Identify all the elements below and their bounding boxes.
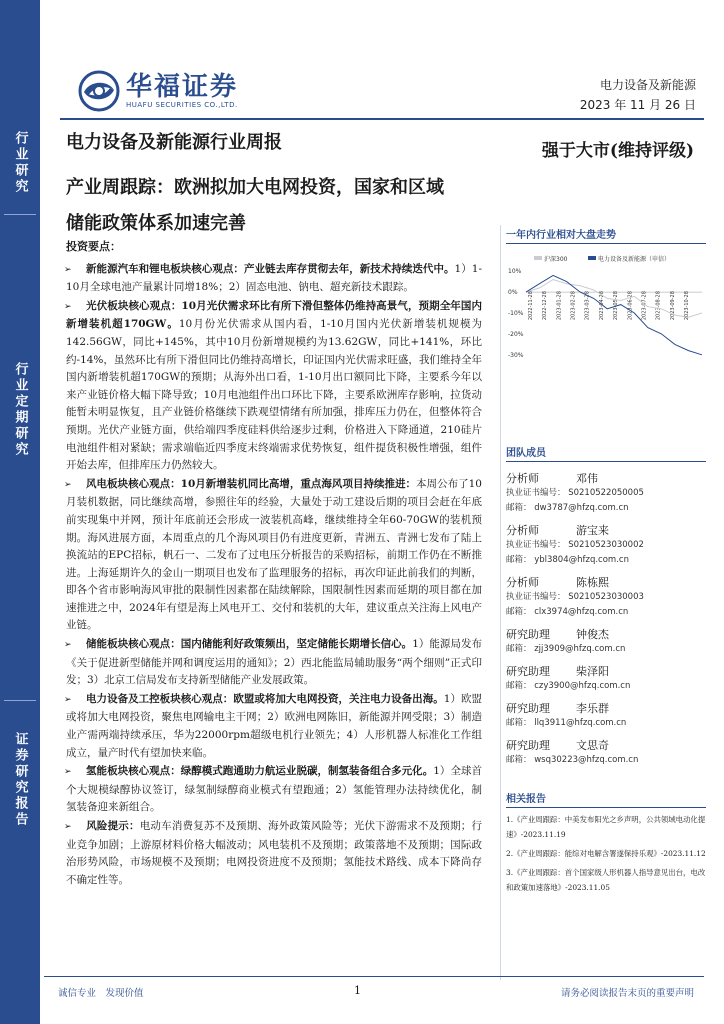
footer-slogan: 诚信专业 发现价值 <box>58 988 144 999</box>
member-role-line <box>506 737 706 753</box>
x-tick-label: 2022-12-28 <box>542 291 549 321</box>
report-title: 电力设备及新能源行业周报 <box>66 132 282 153</box>
chart-section-title: 一年内行业相对大盘走势 <box>506 226 706 244</box>
x-tick-label: 2022-11-28 <box>528 291 534 321</box>
member-name: 邓伟 <box>576 472 598 485</box>
x-tick-label: 2023-10-28 <box>684 291 690 321</box>
bullet-item <box>66 763 482 817</box>
bullet-body: 1）能源局发布《关于促进新型储能并网和调度运用的通知》；2）西北能监局辅助服务“两个细则”正式印发；3）北京工信局发布支持新型储能产业发展政策。 <box>66 638 482 687</box>
footer-divider <box>44 976 704 977</box>
arrow-icon: ➢ <box>64 264 72 275</box>
member-role-line <box>506 663 706 679</box>
bullet-head: 光伏板块核心观点：10月光伏需求环比有所下滑但整体仍维持高景气，预期全年国内新增装机超170GW。 <box>66 299 482 331</box>
bullet-head: 氢能板块核心观点：绿醇模式跑通助力航运业脱碳，制氢装备组合多元化。 <box>86 765 434 778</box>
team-section-title: 团队成员 <box>506 444 706 462</box>
y-tick-label: -20% <box>508 330 524 338</box>
sidebar-label-industry-research: 行业研究 <box>12 131 28 195</box>
sidebar-label-periodic-research: 行业定期研究 <box>12 362 28 458</box>
legend-swatch-industry <box>588 256 596 260</box>
member-role: 研究助理 <box>506 665 550 678</box>
bullet-item <box>66 818 482 889</box>
sidebar-separator <box>4 214 36 215</box>
arrow-icon: ➢ <box>64 694 72 705</box>
member-role: 研究助理 <box>506 628 550 641</box>
bullet-head: 储能板块核心观点：国内储能利好政策频出，坚定储能长期增长信心。 <box>86 638 413 651</box>
arrow-icon: ➢ <box>64 479 72 490</box>
member-cert: 执业证书编号： S0210523030002 <box>506 540 644 550</box>
subtitle-line: 储能政策体系加速完善 <box>66 213 246 234</box>
header-divider <box>60 118 704 120</box>
bullet-body: 10月份光伏需求从国内看，1-10月国内光伏新增装机规模为142.56GW，同比+145%，其中10月份新增规模约为13.62GW，同比+141%，环比约-14%，虽然环比有所下滑但同比仍维持高增长，印证国内光伏需求旺盛，我们维持全年国内新增装机超170GW的预期；从海外出口看，1-10月出口额同比下降，主要系今年以来产业链价格大幅下降导致；10月电池组件出口环比下降，主要系欧洲库存影响，拉货动能暂未明显恢复，且产业链价格继续下跌观望情绪有所加强，排库压力仍在，但整体符合预期。光伏产业链方面，供给端四季度硅料供给逐步过剩，价格进入下降通道，210硅片电池组件相对紧缺；需求端临近四季度末终端需求优势恢复，组件提货积极性增强，组件开始去库，但排库压力仍然较大。 <box>66 318 482 472</box>
bullet-body: 1）欧盟或将加大电网投资，聚焦电网输电主干网；2）欧洲电网陈旧，新能源并网受限；3）制造业产需两端持续承压，华为22000rpm超级电机行业领先；4）人形机器人标准化工作组成立，量产时代有望加快来临。 <box>66 692 482 759</box>
team-member <box>506 522 706 568</box>
x-tick-label: 2023-09-28 <box>669 291 676 321</box>
x-tick-label: 2023-08-28 <box>655 291 662 321</box>
header-industry: 电力设备及新能源 <box>599 78 696 92</box>
logo-swirl-icon <box>78 70 120 112</box>
arrow-icon: ➢ <box>64 767 72 778</box>
company-logo <box>78 70 238 112</box>
page-number: 1 <box>354 984 361 997</box>
team-member <box>506 574 706 620</box>
member-role-line <box>506 626 706 642</box>
bullet-item <box>66 636 482 690</box>
team-member <box>506 700 706 731</box>
member-email[interactable]: 邮箱： ybl3804@hfzq.com.cn <box>506 555 629 565</box>
member-email[interactable]: 邮箱： zjj3909@hfzq.com.cn <box>506 644 626 654</box>
member-name: 柴泽阳 <box>576 665 609 678</box>
member-name: 游宝来 <box>576 524 609 537</box>
member-role-line <box>506 522 706 538</box>
legend-label-industry: 电力设备及新能源（申信） <box>598 256 671 263</box>
y-tick-label: 10% <box>508 268 522 276</box>
member-name: 文思奇 <box>576 739 609 752</box>
header-date: 2023 年 11 月 26 日 <box>579 98 696 112</box>
member-cert: 执业证书编号： S0210523030003 <box>506 592 644 602</box>
bullet-body: 1）全球首个大规模绿醇协议签订，绿氢制绿醇商业模式有望跑通；2）氢能管理办法持续优化，制氢装备迎来新组合。 <box>66 765 483 814</box>
bullet-head: 风电板块核心观点：10月新增装机同比高增，重点海风项目持续推进： <box>86 477 417 490</box>
member-role-line <box>506 470 706 486</box>
legend-swatch-hs300 <box>534 256 542 260</box>
member-role-line <box>506 700 706 716</box>
x-tick-label: 2023-02-28 <box>570 291 577 321</box>
team-member <box>506 470 706 516</box>
member-role: 研究助理 <box>506 739 550 752</box>
investment-highlights <box>66 238 482 890</box>
bullet-body: 电动车消费复苏不及预期、海外政策风险等；光伏下游需求不及预期；行业竞争加剧；上游原材料价格大幅波动；风电装机不及预期；政策落地不及预期；国际政治形势风险，市场规模不及预期；电网投资进度不及预期；氢能技术路线、成本下降尚存不确定性等。 <box>66 820 483 886</box>
member-name: 钟俊杰 <box>576 628 609 641</box>
sidebar-label-securities-report: 证券研究报告 <box>12 732 28 828</box>
member-name: 陈栋熙 <box>576 576 609 589</box>
member-email[interactable]: 邮箱： clx3974@hfzq.com.cn <box>506 607 629 617</box>
member-role-line <box>506 574 706 590</box>
y-tick-label: -10% <box>508 310 524 317</box>
member-email[interactable]: 邮箱： llq3911@hfzq.com.cn <box>506 718 627 728</box>
member-name: 李乐群 <box>576 702 609 715</box>
chart-svg <box>506 253 706 365</box>
section-label: 投资要点： <box>66 240 121 253</box>
member-role: 研究助理 <box>506 702 550 715</box>
bullet-body: 1）1-10月全球电池产量累计同增18%；2）固态电池、钠电、超充新技术跟踪。 <box>66 262 482 294</box>
x-tick-label: 2023-04-28 <box>598 291 605 321</box>
y-tick-label: 0% <box>508 289 518 297</box>
legend-label-hs300: 沪深300 <box>544 256 568 263</box>
bullet-body: 本周公布了10月装机数据，同比继续高增，参照往年的经验，大量处于动工建设后期的项目会赶在年底前实现集中并网，预计年底前还会形成一波装机高峰，继续维持全年60-70GW的装机预期。海风进展方面，本周重点的几个海风项目仍有进度更新，青洲五、青洲七发布了陆上换流站的EPC招标，帆石一、二发布了过电压分析报告的采购招标，前期工作仍在不断推进。上海延期许久的金山一期项目也发布了监理服务的招标，再次印证此前我们的判断，即各个省市影响海风审批的限制性因素都在陆续解除，国限制性因素而延期的项目都在加速推进之中，2024年有望是海上风电开工、交付和装机的大年，建议重点关注海上风电产业链。 <box>66 477 482 632</box>
x-tick-label: 2023-01-28 <box>556 291 563 321</box>
rating-label: 强于大市(维持评级) <box>541 141 694 161</box>
member-email[interactable]: 邮箱： wsq30223@hfzq.com.cn <box>506 755 639 765</box>
logo-name: 华福证券 <box>126 72 239 102</box>
related-report-link[interactable]: 2.《产业周跟踪：能综对电解含署遂保持乐观》-2023.11.12 <box>506 849 706 858</box>
report-subtitle <box>66 170 496 242</box>
x-tick-label: 2023-05-28 <box>613 291 620 321</box>
bullet-item <box>66 298 482 475</box>
footer-disclaimer: 请务必阅读报告末页的重要声明 <box>560 988 694 999</box>
subtitle-line: 产业周跟踪：欧洲拟加大电网投资，国家和区域 <box>66 177 444 198</box>
member-role: 分析师 <box>506 472 539 485</box>
team-member <box>506 663 706 694</box>
bullet-item <box>66 691 482 762</box>
arrow-icon: ➢ <box>64 822 72 832</box>
relative-performance-chart <box>506 253 706 365</box>
bullet-item <box>66 476 482 635</box>
column-divider <box>500 225 501 980</box>
y-tick-label: -30% <box>508 351 524 359</box>
bullet-head: 风险提示： <box>86 820 140 832</box>
team-member <box>506 626 706 657</box>
related-report-link[interactable]: 3.《产业周跟踪：首个国家级人形机器人指导意见出台，电改和政策加速落地》-2023.11.05 <box>506 868 706 892</box>
logo-english-name: HUAFU SECURITIES CO.,LTD. <box>126 101 238 109</box>
x-tick-label: 2023-06-28 <box>627 291 634 321</box>
related-report-link[interactable]: 1.《产业周跟踪：中美发布阳光之乡声明，公共领域电动化提速》-2023.11.19 <box>506 815 706 839</box>
bullet-head: 新能源汽车和锂电板块核心观点：产业链去库存贯彻去年，新技术持续迭代中。 <box>86 262 455 275</box>
member-email[interactable]: 邮箱： dw3787@hfzq.com.cn <box>506 503 629 513</box>
member-role: 分析师 <box>506 576 539 589</box>
bullet-item <box>66 261 482 297</box>
related-reports-section <box>506 790 706 895</box>
arrow-icon: ➢ <box>64 640 72 651</box>
team-member <box>506 737 706 768</box>
bullet-head: 电力设备及工控板块核心观点：欧盟或将加大电网投资，关注电力设备出海。 <box>86 692 444 705</box>
related-section-title: 相关报告 <box>506 790 706 808</box>
member-role: 分析师 <box>506 524 539 537</box>
sidebar-separator <box>4 700 36 701</box>
member-cert: 执业证书编号： S0210522050005 <box>506 488 644 498</box>
arrow-icon: ➢ <box>64 301 72 312</box>
team-members-section <box>506 444 706 768</box>
member-email[interactable]: 邮箱： czy3900@hfzq.com.cn <box>506 681 631 691</box>
x-tick-label: 2023-07-28 <box>641 291 648 321</box>
x-tick-label: 2023-03-28 <box>584 291 591 321</box>
